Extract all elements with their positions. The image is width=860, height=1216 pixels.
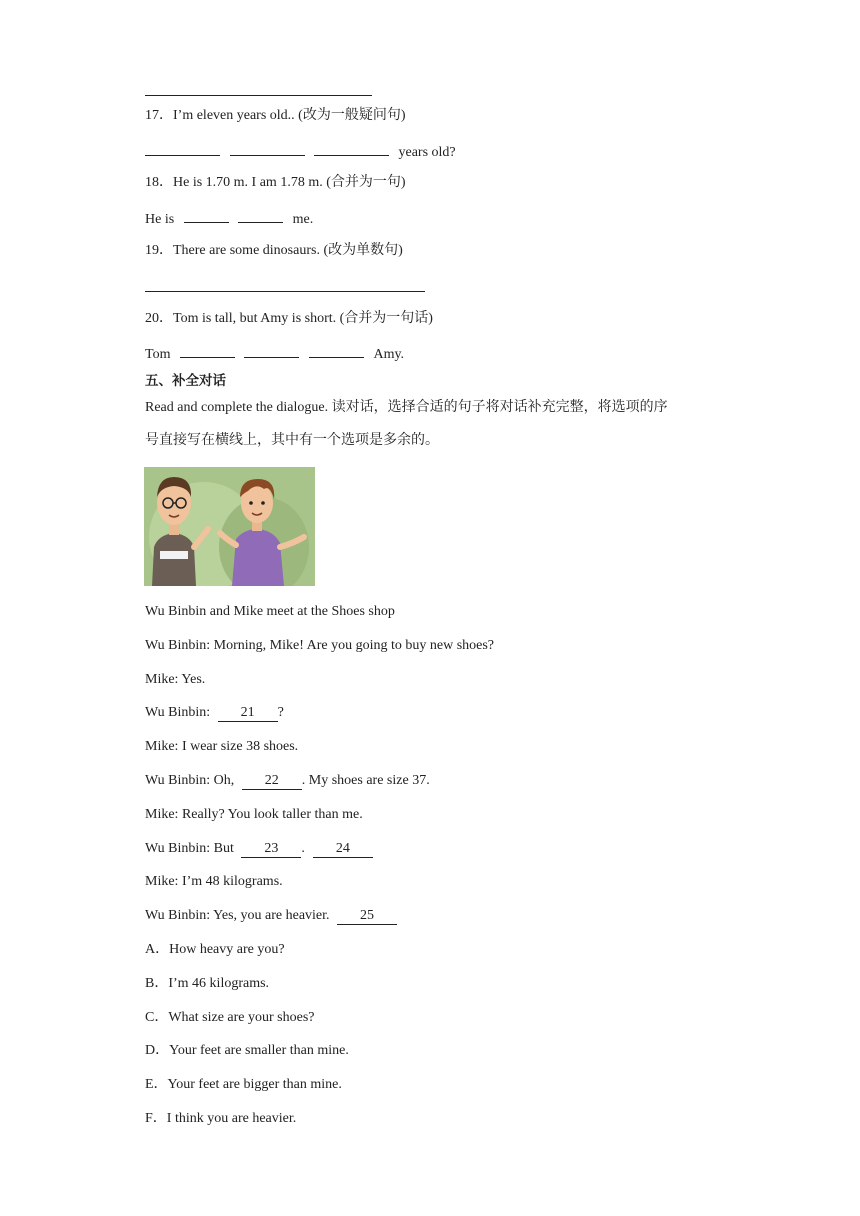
blank-21[interactable]: 21 xyxy=(218,705,278,722)
blank-24[interactable]: 24 xyxy=(313,841,373,858)
blank-23[interactable]: 23 xyxy=(241,841,301,858)
answer-blank[interactable] xyxy=(230,140,305,156)
dialogue-line-9: Wu Binbin: Yes, you are heavier. 25 xyxy=(145,906,397,926)
question-17: 17．I’m eleven years old.. (改为一般疑问句) xyxy=(145,108,406,123)
blank-25[interactable]: 25 xyxy=(337,908,397,925)
answer-tail: years old? xyxy=(398,145,456,160)
question-19: 19．There are some dinosaurs. (改为单数句) xyxy=(145,243,403,258)
answer-blank[interactable] xyxy=(314,140,389,156)
answer-tail: Amy. xyxy=(373,347,405,362)
question-20: 20．Tom is tall, but Amy is short. (合并为一句话) xyxy=(145,311,433,326)
dialogue-line-8: Mike: I’m 48 kilograms. xyxy=(145,874,283,889)
question-18: 18．He is 1.70 m. I am 1.78 m. (合并为一句) xyxy=(145,175,406,190)
option-c: C．What size are your shoes? xyxy=(145,1010,315,1025)
dialogue-line-4: Mike: I wear size 38 shoes. xyxy=(145,739,299,754)
answer-head: He is xyxy=(145,212,175,227)
dialogue-line-2: Mike: Yes. xyxy=(145,672,206,687)
dialogue-scene: Wu Binbin and Mike meet at the Shoes shop xyxy=(145,604,395,619)
option-e: E．Your feet are bigger than mine. xyxy=(145,1077,342,1092)
answer-row-17 xyxy=(145,140,456,163)
dialogue-line-1: Wu Binbin: Morning, Mike! Are you going to buy new shoes? xyxy=(145,638,495,653)
answer-line-19[interactable] xyxy=(145,276,425,299)
option-a: A．How heavy are you? xyxy=(145,942,285,957)
answer-blank[interactable] xyxy=(184,207,229,223)
answer-line-16[interactable] xyxy=(145,80,372,103)
answer-row-20 xyxy=(145,342,404,365)
dialogue-line-6: Mike: Really? You look taller than me. xyxy=(145,807,363,822)
dialogue-line-7: Wu Binbin: But 23 . 24 xyxy=(145,839,373,859)
answer-blank[interactable] xyxy=(244,342,299,358)
answer-blank[interactable] xyxy=(309,342,364,358)
section-title: 五、补全对话 xyxy=(145,373,226,389)
option-b: B．I’m 46 kilograms. xyxy=(145,976,270,991)
blank-22[interactable]: 22 xyxy=(242,773,302,790)
answer-blank[interactable] xyxy=(180,342,235,358)
dialogue-line-3: Wu Binbin: 21 ? xyxy=(145,705,284,720)
two-boys-illustration xyxy=(144,467,315,586)
answer-head: Tom xyxy=(145,347,171,362)
answer-blank[interactable] xyxy=(238,207,283,223)
answer-blank[interactable] xyxy=(145,140,220,156)
instruction-line-2: 号直接写在横线上，其中有一个选项是多余的。 xyxy=(145,433,439,448)
option-d: D．Your feet are smaller than mine. xyxy=(145,1043,349,1058)
option-f: F．I think you are heavier. xyxy=(145,1111,297,1126)
answer-row-18 xyxy=(145,207,313,230)
dialogue-line-5: Wu Binbin: Oh, 22 . My shoes are size 37. xyxy=(145,773,430,788)
instruction-line-1: Read and complete the dialogue. 读对话，选择合适的句子将对话补充完整，将选项的序 xyxy=(145,400,668,415)
answer-tail: me. xyxy=(292,212,314,227)
